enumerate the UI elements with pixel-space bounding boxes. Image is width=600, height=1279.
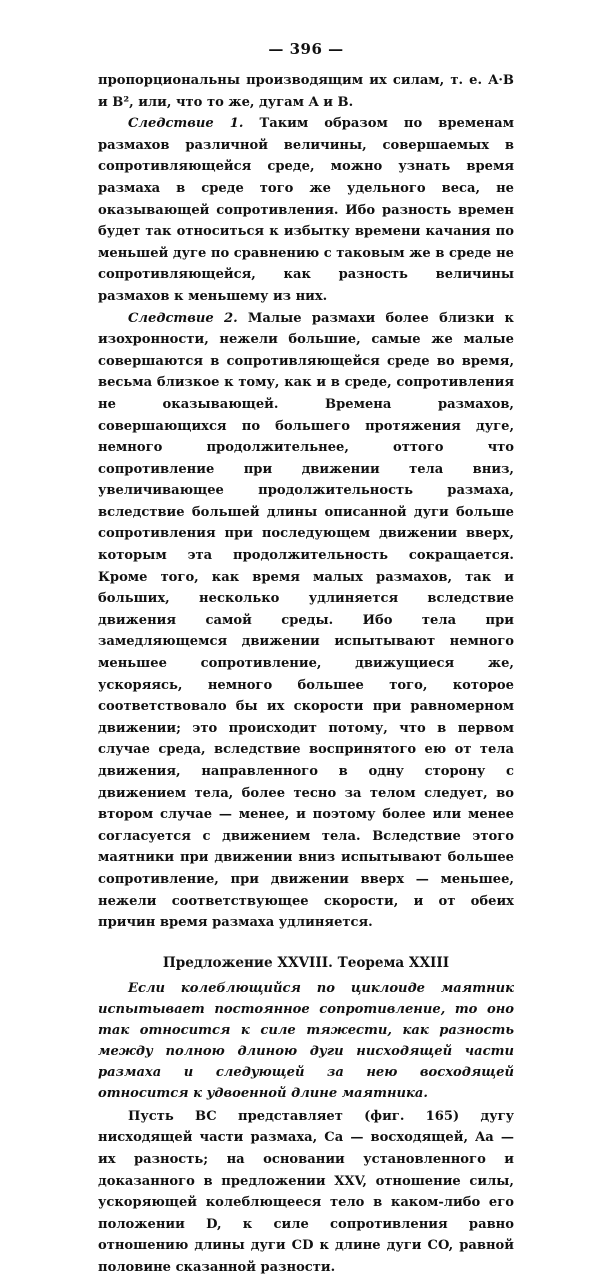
corollary-1-label: Следствие 1. xyxy=(128,116,244,132)
corollary-2 xyxy=(98,308,514,934)
paragraph-continuation: пропорциональны производящим их силам, т. е. A·B и B², или, что то же, дугам A и B. xyxy=(98,73,514,110)
corollary-1 xyxy=(98,113,514,307)
proposition-statement: Если колеблющийся по циклоиде маятник испытывает постоянное сопротивление, то оно так относится к силе тяжести, как разность между полною длиною дуги нисходящей части размаха и следующей за нею восходящей относится к удвоенной длине маятника. xyxy=(98,980,514,1101)
proposition-heading: Предложение XXVIII. Теорема XXIII xyxy=(162,954,450,971)
corollary-1-text: Таким образом по временам размахов различной величины, совершаемых в сопротивляющейся среде, можно узнать время размаха в среде того же удельного веса, не оказывающей сопротивления. Ибо разность времен будет так относиться к избытку времени качания по меньшей дуге по сравнению с таковым же в среде не сопротивляющейся, как разность величины размахов к меньшему из них. xyxy=(98,116,514,304)
corollary-2-text: Малые размахи более близки к изохронности, нежели большие, самые же малые совершаются в сопротивляющейся среде во время, весьма близкое к тому, как и в среде, сопротивления не оказывающей. Времена размахов, совершающихся по большего протяжения дуге, немного продолжительнее, оттого что сопротивление при движении тела вниз, увеличивающее продолжительность размаха, вследствие большей длины описанной дуги больше сопротивления при последующем движении вверх, которым эта продолжительность сокращается. Кроме того, как время малых размахов, так и больших, несколько удлиняется вследствие движения самой среды. Ибо тела при замедляющемся движении испытывают немного меньшее сопротивление, движущиеся же, ускоряясь, немного большее того, которое соответствовало бы их скорости при равномерном движении; это происходит потому, что в первом случае среда, вследствие воспринятого ею от тела движения, направленного в одну сторону с движением тела, более тесно за телом следует, во втором случае — менее, и поэтому более или менее согласуется с движением тела. Вследствие этого маятники при движении вниз испытывают большее сопротивление, при движении вверх — меньшее, нежели соответствующее скорости, и от обеих причин время размаха удлиняется. xyxy=(98,310,514,931)
corollary-2-label: Следствие 2. xyxy=(128,310,238,326)
proof-paragraph: Пусть BC представляет (фиг. 165) дугу нисходящей части размаха, Ca — восходящей, Aa — их разность; на основании установленного и доказанного в предложении XXV, отношение силы, ускоряющей колеблющееся тело в каком-либо его положении D, к силе сопротивления равно отношению длины дуги CD к длине дуги CO, равной половине сказанной разности. xyxy=(98,1108,514,1275)
page-number: — 396 — xyxy=(268,40,344,58)
